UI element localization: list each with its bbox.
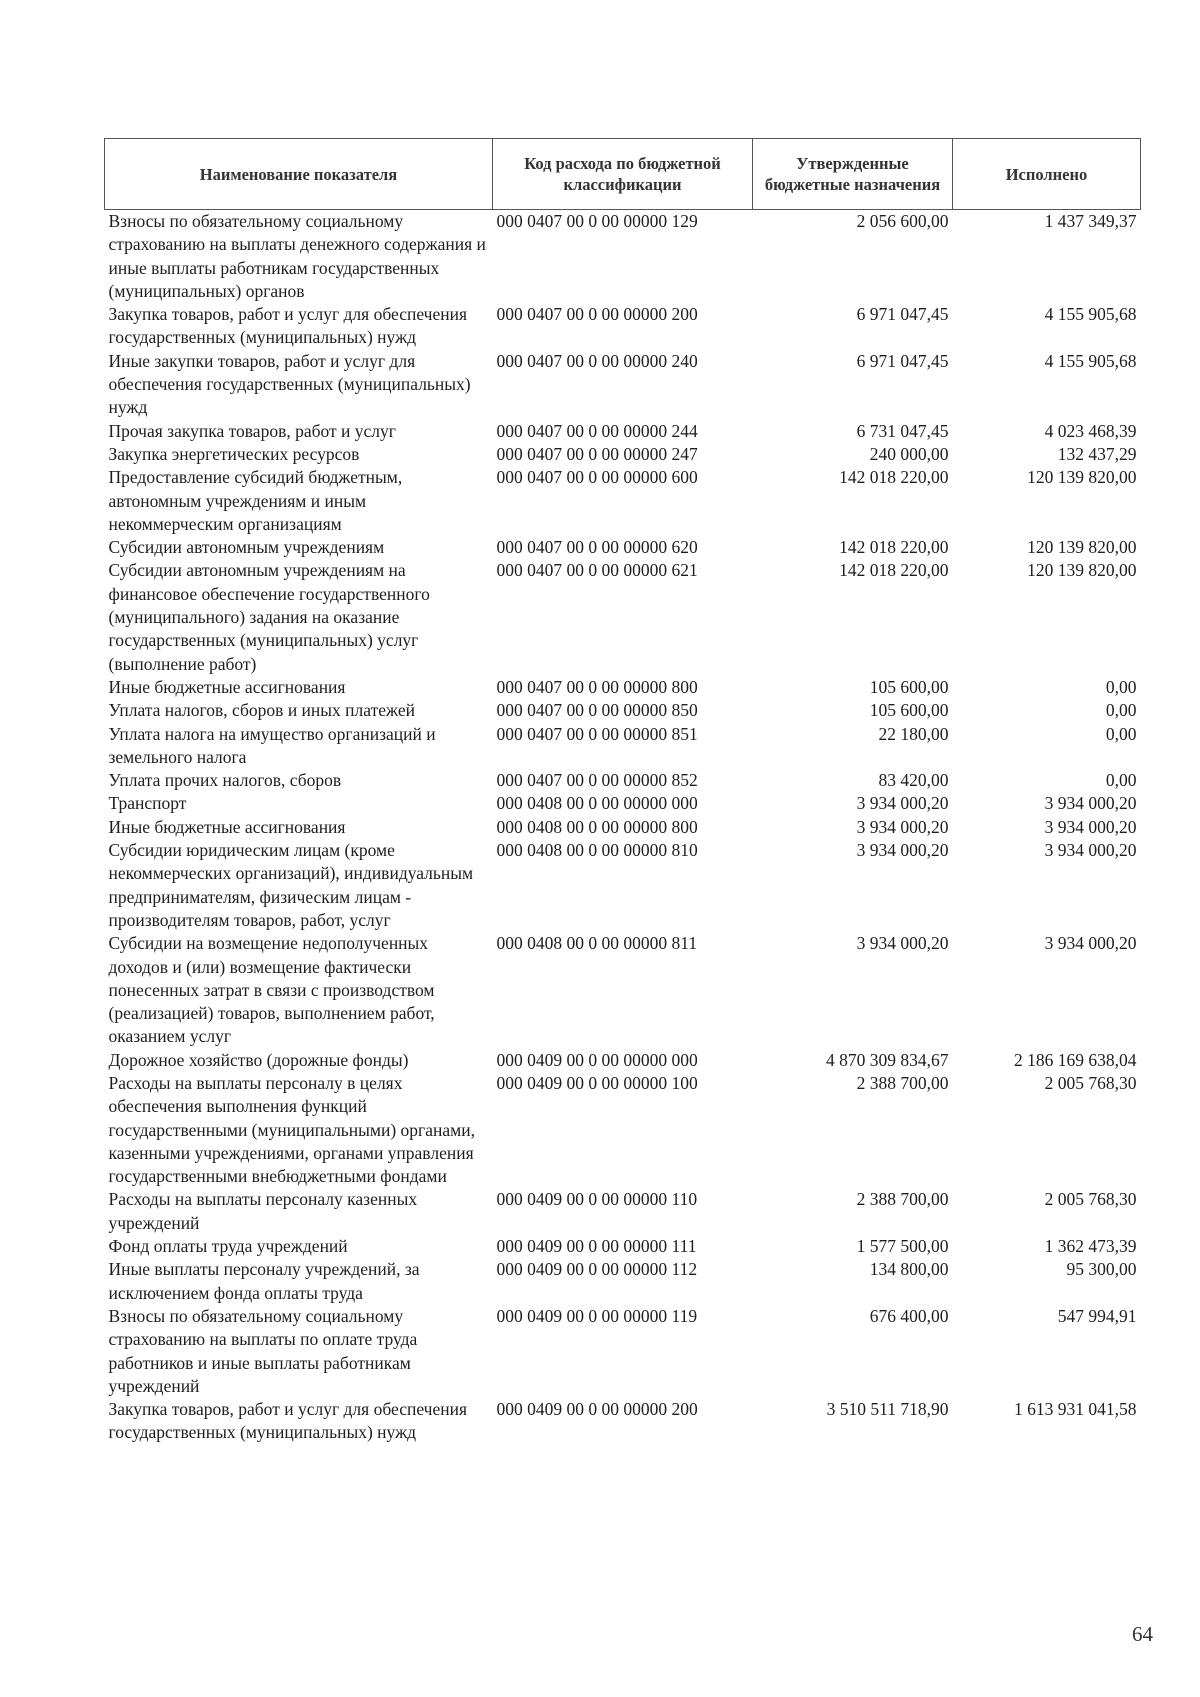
table-row xyxy=(105,420,1141,443)
row-name: Закупка товаров, работ и услуг для обеспечения государственных (муниципальных) нужд xyxy=(108,1399,468,1443)
row-code: 000 0407 00 0 00 00000 129 xyxy=(496,211,698,231)
row-executed: 3 934 000,20 xyxy=(1044,933,1137,954)
row-name: Субсидии юридическим лицам (кроме некоммерческих организаций), индивидуальным предпринимателям, физическим лицам - производителям товаров, работ, услуг xyxy=(108,840,474,930)
table-row xyxy=(105,559,1141,675)
row-code: 000 0409 00 0 00 00000 111 xyxy=(496,1236,697,1257)
table-row xyxy=(105,1188,1141,1235)
row-approved: 142 018 220,00 xyxy=(839,537,949,558)
row-name: Уплата налогов, сборов и иных платежей xyxy=(108,700,415,721)
budget-execution-table xyxy=(104,138,1141,1445)
row-code: 000 0407 00 0 00 00000 852 xyxy=(496,770,698,791)
row-code: 000 0409 00 0 00 00000 100 xyxy=(496,1072,698,1093)
header-row xyxy=(105,139,1141,210)
row-code: 000 0409 00 0 00 00000 110 xyxy=(496,1189,698,1210)
row-approved: 1 577 500,00 xyxy=(856,1236,949,1257)
row-code: 000 0408 00 0 00 00000 810 xyxy=(496,840,698,861)
row-approved: 3 934 000,20 xyxy=(856,840,949,861)
row-approved: 142 018 220,00 xyxy=(839,467,949,488)
row-approved: 134 800,00 xyxy=(869,1259,949,1280)
row-executed: 547 994,91 xyxy=(1057,1305,1137,1326)
row-approved: 676 400,00 xyxy=(869,1305,949,1326)
row-name: Уплата прочих налогов, сборов xyxy=(108,770,342,791)
row-name: Иные бюджетные ассигнования xyxy=(108,676,346,697)
row-name: Транспорт xyxy=(108,793,187,814)
table-row xyxy=(105,792,1141,815)
row-code: 000 0409 00 0 00 00000 000 xyxy=(496,1049,698,1070)
row-code: 000 0409 00 0 00 00000 119 xyxy=(496,1305,698,1326)
row-code: 000 0407 00 0 00 00000 600 xyxy=(496,467,698,488)
page-number: 64 xyxy=(1132,1622,1153,1646)
row-executed: 120 139 820,00 xyxy=(1027,560,1137,581)
row-name: Расходы на выплаты персоналу казенных учреждений xyxy=(108,1189,418,1233)
row-name: Иные бюджетные ассигнования xyxy=(108,816,346,837)
table-row xyxy=(105,1235,1141,1258)
table-row xyxy=(105,303,1141,350)
table-row xyxy=(105,1398,1141,1445)
row-executed: 132 437,29 xyxy=(1057,443,1137,464)
row-executed: 4 155 905,68 xyxy=(1044,350,1137,371)
row-executed: 1 613 931 041,58 xyxy=(1014,1399,1137,1420)
row-name: Взносы по обязательному социальному страхованию на выплаты денежного содержания и иные выплаты работникам государственных (муниципальных) органов xyxy=(108,211,486,301)
table-row xyxy=(105,466,1141,536)
row-name: Закупка товаров, работ и услуг для обеспечения государственных (муниципальных) нужд xyxy=(108,304,468,348)
row-approved: 3 510 511 718,90 xyxy=(826,1399,949,1420)
header-code: Код расхода по бюджетной классификации xyxy=(493,139,753,210)
row-code: 000 0407 00 0 00 00000 620 xyxy=(496,537,698,558)
row-code: 000 0407 00 0 00 00000 851 xyxy=(496,723,698,744)
row-approved: 6 971 047,45 xyxy=(856,304,949,325)
row-executed: 4 023 468,39 xyxy=(1044,420,1137,441)
row-approved: 3 934 000,20 xyxy=(856,933,949,954)
table-row xyxy=(105,676,1141,699)
row-executed: 1 437 349,37 xyxy=(1044,211,1137,231)
row-name: Дорожное хозяйство (дорожные фонды) xyxy=(108,1049,409,1070)
row-approved: 83 420,00 xyxy=(878,770,949,791)
row-approved: 2 388 700,00 xyxy=(856,1072,949,1093)
row-name: Фонд оплаты труда учреждений xyxy=(108,1236,348,1257)
table-row xyxy=(105,816,1141,839)
row-executed: 3 934 000,20 xyxy=(1044,840,1137,861)
row-name: Расходы на выплаты персоналу в целях обеспечения выполнения функций государственными (муниципальными) органами, казенными учреждениями, органами управления государственными внебюджетными фондами xyxy=(108,1072,475,1187)
row-name: Субсидии автономным учреждениям xyxy=(108,537,385,558)
table-header xyxy=(105,139,1141,210)
row-approved: 2 388 700,00 xyxy=(856,1189,949,1210)
table-row xyxy=(105,210,1141,304)
row-approved: 240 000,00 xyxy=(869,443,949,464)
row-code: 000 0407 00 0 00 00000 247 xyxy=(496,443,698,464)
row-executed: 2 005 768,30 xyxy=(1044,1072,1137,1093)
table-row xyxy=(105,699,1141,722)
row-approved: 22 180,00 xyxy=(878,723,949,744)
row-executed: 2 186 169 638,04 xyxy=(1014,1049,1137,1070)
row-name: Взносы по обязательному социальному страхованию на выплаты по оплате труда работников и иные выплаты работникам учреждений xyxy=(108,1305,418,1396)
table-row xyxy=(105,350,1141,420)
row-code: 000 0408 00 0 00 00000 811 xyxy=(496,933,698,954)
row-executed: 0,00 xyxy=(1105,676,1137,697)
table-row xyxy=(105,1258,1141,1305)
row-approved: 6 731 047,45 xyxy=(856,420,949,441)
row-executed: 120 139 820,00 xyxy=(1027,537,1137,558)
row-executed: 4 155 905,68 xyxy=(1044,304,1137,325)
row-executed: 0,00 xyxy=(1105,723,1137,744)
row-executed: 1 362 473,39 xyxy=(1044,1236,1137,1257)
row-code: 000 0407 00 0 00 00000 850 xyxy=(496,700,698,721)
row-code: 000 0407 00 0 00 00000 244 xyxy=(496,420,698,441)
table-row xyxy=(105,769,1141,792)
row-executed: 0,00 xyxy=(1105,700,1137,721)
row-name: Субсидии на возмещение недополученных доходов и (или) возмещение фактически понесенных затрат в связи с производством (реализацией) товаров, выполнением работ, оказанием услуг xyxy=(108,933,435,1047)
row-approved: 105 600,00 xyxy=(869,676,949,697)
row-name: Уплата налога на имущество организаций и земельного налога xyxy=(108,723,436,767)
row-approved: 105 600,00 xyxy=(869,700,949,721)
row-code: 000 0409 00 0 00 00000 200 xyxy=(496,1399,698,1420)
row-name: Закупка энергетических ресурсов xyxy=(108,443,360,464)
table-row xyxy=(105,1049,1141,1072)
row-executed: 2 005 768,30 xyxy=(1044,1189,1137,1210)
row-executed: 3 934 000,20 xyxy=(1044,793,1137,814)
row-approved: 4 870 309 834,67 xyxy=(826,1049,949,1070)
row-code: 000 0407 00 0 00 00000 800 xyxy=(496,676,698,697)
row-approved: 2 056 600,00 xyxy=(856,211,949,231)
header-approved: Утвержденные бюджетные назначения xyxy=(753,139,953,210)
table-row xyxy=(105,536,1141,559)
table-row xyxy=(105,839,1141,932)
row-name: Прочая закупка товаров, работ и услуг xyxy=(108,420,396,441)
row-executed: 0,00 xyxy=(1105,770,1137,791)
header-executed: Исполнено xyxy=(953,139,1141,210)
header-name: Наименование показателя xyxy=(105,139,493,210)
row-code: 000 0407 00 0 00 00000 200 xyxy=(496,304,698,325)
row-code: 000 0409 00 0 00 00000 112 xyxy=(496,1259,698,1280)
table-body xyxy=(105,210,1141,1445)
row-executed: 120 139 820,00 xyxy=(1027,467,1137,488)
row-code: 000 0407 00 0 00 00000 621 xyxy=(496,560,698,581)
row-name: Предоставление субсидий бюджетным, автономным учреждениям и иным некоммерческим организациям xyxy=(108,467,403,534)
row-executed: 3 934 000,20 xyxy=(1044,816,1137,837)
row-executed: 95 300,00 xyxy=(1066,1259,1137,1280)
row-name: Иные закупки товаров, работ и услуг для обеспечения государственных (муниципальных) нужд xyxy=(108,350,471,418)
row-code: 000 0408 00 0 00 00000 000 xyxy=(496,793,698,814)
row-approved: 3 934 000,20 xyxy=(856,816,949,837)
table-row xyxy=(105,932,1141,1048)
row-code: 000 0408 00 0 00 00000 800 xyxy=(496,816,698,837)
row-name: Субсидии автономным учреждениям на финансовое обеспечение государственного (муниципального) задания на оказание государственных (муниципальных) услуг (выполнение работ) xyxy=(108,560,430,674)
row-approved: 3 934 000,20 xyxy=(856,793,949,814)
row-approved: 6 971 047,45 xyxy=(856,350,949,371)
row-code: 000 0407 00 0 00 00000 240 xyxy=(496,350,698,371)
row-name: Иные выплаты персоналу учреждений, за исключением фонда оплаты труда xyxy=(108,1259,420,1303)
table-row xyxy=(105,1305,1141,1398)
table-row xyxy=(105,723,1141,770)
table-row xyxy=(105,443,1141,466)
row-approved: 142 018 220,00 xyxy=(839,560,949,581)
table-row xyxy=(105,1072,1141,1188)
